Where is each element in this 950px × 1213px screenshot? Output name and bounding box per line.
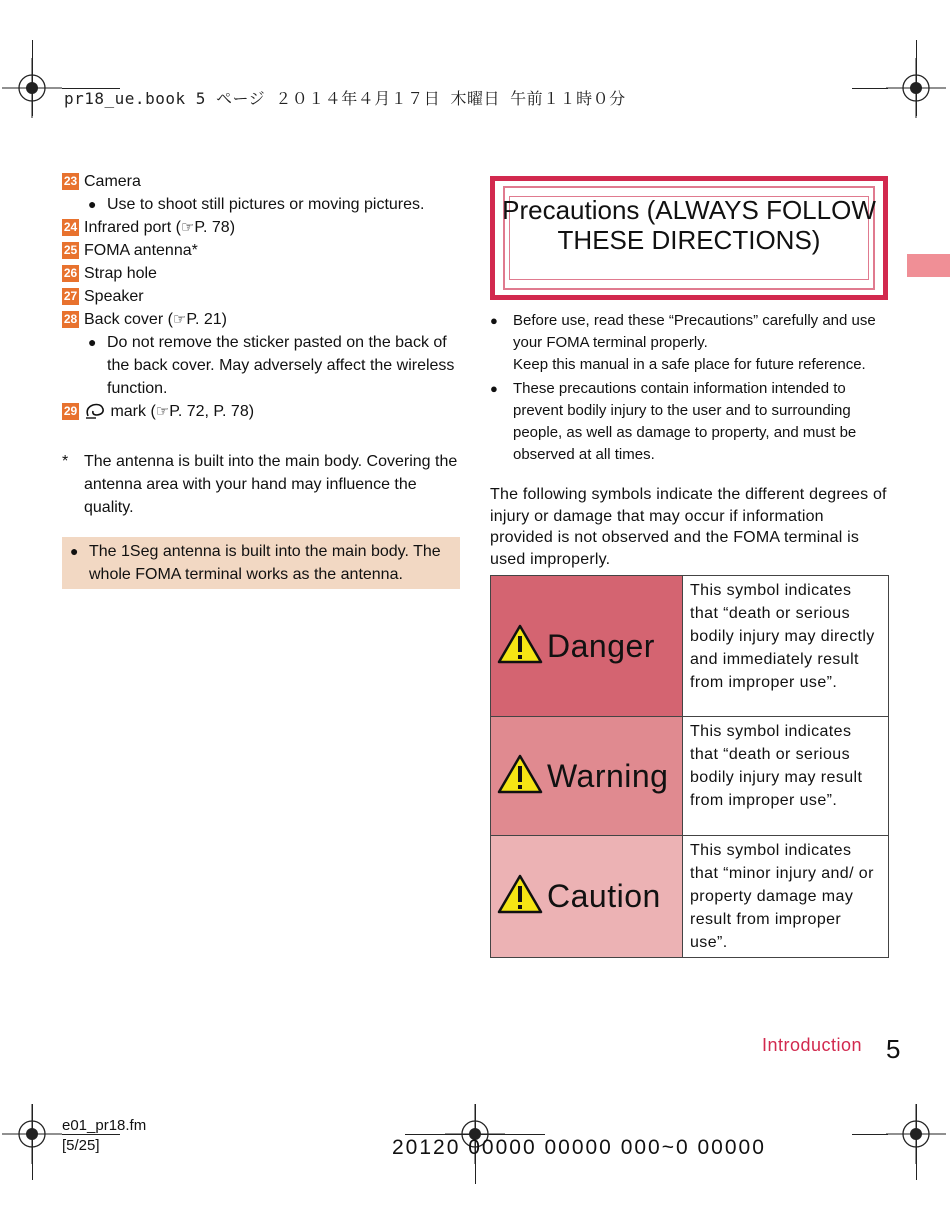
- bullet-dot-icon: ●: [490, 313, 498, 328]
- sub-bullet: [490, 378, 890, 466]
- crop-line: [852, 88, 888, 89]
- symbol-label: Caution: [547, 878, 661, 914]
- symbol-label: Danger: [547, 627, 655, 664]
- section-name: Introduction: [762, 1035, 863, 1055]
- list-item: [62, 216, 462, 239]
- bullet-text: Do not remove the sticker pasted on the back of the back cover. May adversely affect the wireless function.: [107, 334, 455, 397]
- item-number-badge: 26: [63, 266, 78, 280]
- sub-bullet: [70, 540, 452, 586]
- pointing-hand-icon: ☞: [155, 403, 170, 420]
- bullet-dot-icon: ●: [88, 196, 97, 212]
- list-item: [62, 400, 462, 427]
- item-label: Strap hole: [84, 265, 157, 282]
- source-file-name: e01_pr18.fm: [62, 1117, 147, 1134]
- list-item: [62, 170, 462, 193]
- precautions-title: Precautions (ALWAYS FOLLOW THESE DIRECTIONS): [502, 195, 876, 255]
- sub-bullet: [490, 310, 890, 376]
- item-label: Back cover (: [84, 311, 173, 328]
- item-number-badge: 23: [63, 174, 78, 188]
- table-row: [491, 836, 889, 958]
- list-item: [62, 308, 462, 331]
- precautions-title-frame: [490, 176, 888, 300]
- print-code: 20120 00000 00000 000~0 00000: [392, 1136, 766, 1159]
- list-item: [62, 239, 462, 262]
- pointing-hand-icon: ☞: [180, 219, 195, 236]
- table-row: [491, 717, 889, 836]
- item-label: FOMA antenna*: [84, 242, 198, 259]
- bullet-text: The 1Seg antenna is built into the main body. The whole FOMA terminal works as the antenna.: [89, 543, 441, 583]
- precautions-bullets: [490, 310, 890, 466]
- sub-bullet: [62, 193, 462, 216]
- page-reference[interactable]: P. 21): [186, 311, 227, 328]
- item-label: Infrared port (: [84, 219, 181, 236]
- bullet-dot-icon: ●: [490, 381, 498, 396]
- crop-line: [32, 1104, 33, 1180]
- warning-triangle-icon: [497, 623, 543, 670]
- item-label: Camera: [84, 173, 141, 190]
- warning-triangle-icon: [497, 753, 543, 800]
- bullet-text: Use to shoot still pictures or moving pictures.: [107, 196, 425, 213]
- section-tab: [907, 254, 950, 277]
- symbol-table: [490, 575, 889, 958]
- bullet-text-extra: Keep this manual in a safe place for future reference.: [513, 356, 866, 373]
- crop-line: [916, 1104, 917, 1180]
- symbol-label: Warning: [547, 757, 669, 794]
- table-row: [491, 576, 889, 717]
- list-item: [62, 285, 462, 308]
- page-reference[interactable]: P. 72, P. 78): [169, 403, 255, 420]
- page-number: 5: [886, 1034, 901, 1064]
- crop-line: [916, 40, 917, 116]
- footnote: [62, 450, 462, 519]
- page-reference[interactable]: P. 78): [194, 219, 236, 236]
- item-label: Speaker: [84, 288, 144, 305]
- footnote-text: The antenna is built into the main body. Covering the antenna area with your hand may influence the quality.: [84, 453, 458, 516]
- sub-bullet: [62, 331, 462, 400]
- symbol-description: This symbol indicates that “death or serious bodily injury may directly and immediately result from improper use”.: [683, 576, 889, 717]
- bullet-dot-icon: ●: [88, 334, 97, 350]
- item-number-badge: 29: [63, 404, 78, 418]
- parts-list: [62, 170, 462, 589]
- bullet-text: These precautions contain information intended to prevent bodily injury to the user and to surrounding people, as well as damage to property, and must be observed at all times.: [513, 380, 857, 463]
- item-number-badge: 24: [63, 220, 78, 234]
- crop-line: [852, 1134, 888, 1135]
- bullet-text: Before use, read these “Precautions” carefully and use your FOMA terminal properly.: [513, 312, 876, 351]
- item-number-badge: 28: [63, 312, 78, 326]
- warning-label-cell: [491, 717, 683, 836]
- symbol-description: This symbol indicates that “minor injury and/ or property damage may result from improper use”.: [683, 836, 889, 958]
- list-item: [62, 262, 462, 285]
- source-file-info: [62, 1116, 146, 1156]
- oneseg-note-box: [62, 537, 460, 589]
- warning-triangle-icon: [497, 873, 543, 920]
- symbol-description: This symbol indicates that “death or serious bodily injury may result from improper use”.: [683, 717, 889, 836]
- symbols-intro: The following symbols indicate the different degrees of injury or damage that may occur if information provided is not observed and the FOMA terminal is used improperly.: [490, 486, 887, 568]
- felica-mark-icon: [84, 402, 106, 427]
- caution-label-cell: [491, 836, 683, 958]
- pointing-hand-icon: ☞: [172, 311, 187, 328]
- bullet-dot-icon: ●: [70, 543, 79, 559]
- footnote-marker: *: [62, 453, 69, 470]
- item-number-badge: 25: [63, 243, 78, 257]
- source-file-pages: [5/25]: [62, 1137, 100, 1154]
- crop-line: [405, 1134, 545, 1135]
- danger-label-cell: [491, 576, 683, 717]
- item-number-badge: 27: [63, 289, 78, 303]
- item-label: mark (: [106, 403, 156, 420]
- crop-line: [32, 40, 33, 116]
- print-header: pr18_ue.book 5 ページ ２０１４年４月１７日 木曜日 午前１１時０分: [64, 89, 626, 108]
